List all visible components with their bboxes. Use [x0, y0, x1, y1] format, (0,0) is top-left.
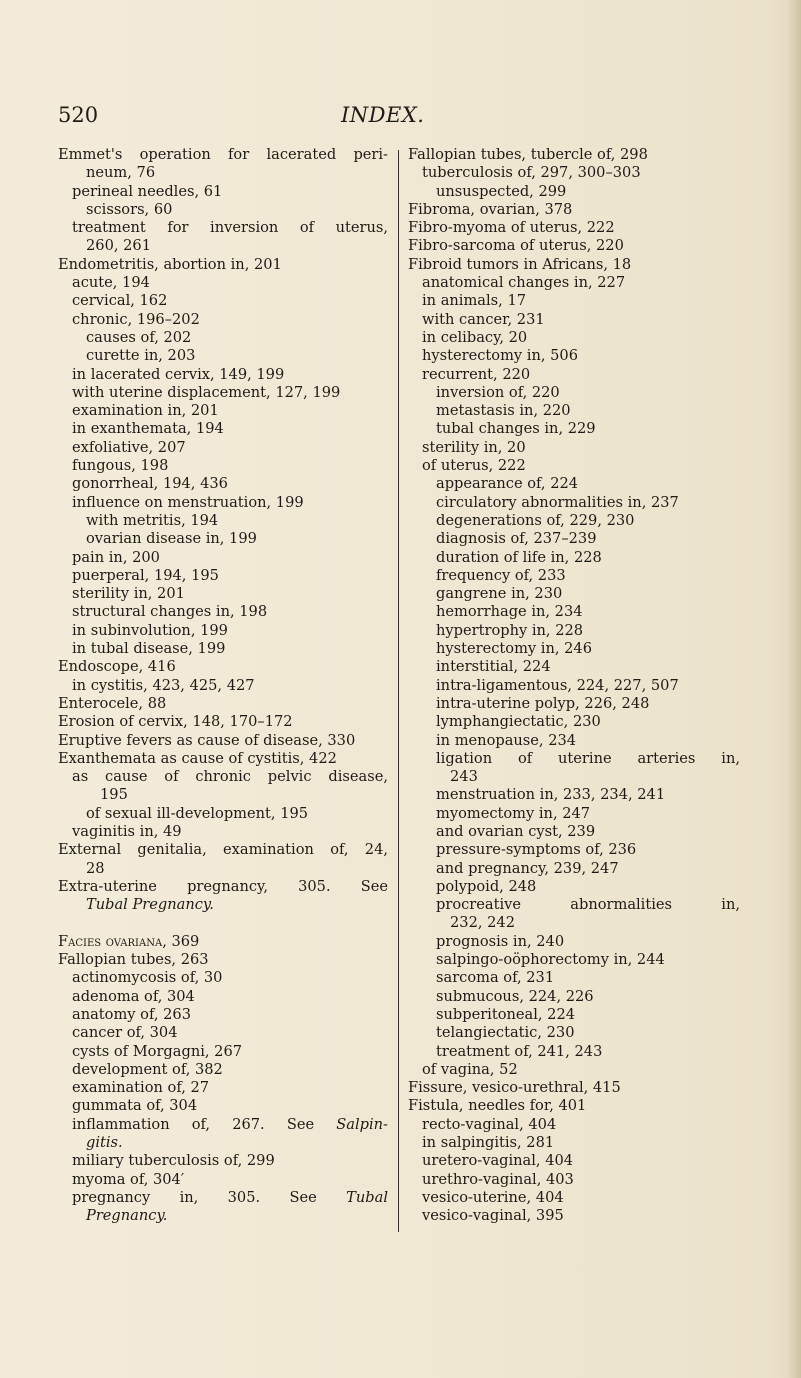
- index-entry: Fibroma, ovarian, 378: [408, 200, 573, 218]
- index-entry: Pregnancy.: [86, 1207, 168, 1225]
- index-entry: Fallopian tubes, tubercle of, 298: [408, 146, 648, 163]
- index-entry: in menopause, 234: [436, 731, 577, 749]
- index-entry: perineal needles, 61: [72, 182, 223, 200]
- index-entry: ligation of uterine arteries in,: [436, 749, 740, 767]
- index-entry: in animals, 17: [422, 292, 527, 310]
- index-entry: with cancer, 231: [422, 310, 545, 328]
- index-entry: interstitial, 224: [436, 658, 551, 676]
- index-entry: salpingo-oöphorectomy in, 244: [436, 951, 665, 969]
- index-entry: gummata of, 304: [72, 1097, 198, 1115]
- index-entry: gangrene in, 230: [436, 585, 563, 603]
- index-entry: lymphangiectatic, 230: [436, 713, 601, 731]
- index-entry: subperitoneal, 224: [436, 1005, 576, 1023]
- index-entry: frequency of, 233: [436, 566, 566, 584]
- index-entry: tubal changes in, 229: [436, 420, 596, 438]
- index-entry: pressure-symptoms of, 236: [436, 841, 637, 859]
- index-entry: [58, 914, 388, 932]
- index-entry: hysterectomy in, 506: [422, 347, 578, 365]
- index-entry: Fissure, vesico-urethral, 415: [408, 1079, 621, 1097]
- index-entry: in exanthemata, 194: [72, 420, 224, 438]
- index-entry: ovarian disease in, 199: [86, 530, 257, 548]
- index-entry: cancer of, 304: [72, 1024, 178, 1042]
- index-entry: miliary tuberculosis of, 299: [72, 1152, 275, 1170]
- index-entry: as cause of chronic pelvic disease,: [72, 768, 388, 786]
- index-entry: with uterine displacement, 127, 199: [72, 383, 341, 401]
- index-entry: in lacerated cervix, 149, 199: [72, 365, 285, 383]
- index-entry: vesico-uterine, 404: [422, 1188, 564, 1206]
- index-entry: 232, 242: [450, 914, 515, 932]
- index-entry: inflammation of, 267. See Salpin-: [72, 1115, 388, 1133]
- index-entry: myomectomy in, 247: [436, 804, 591, 822]
- index-entry: development of, 382: [72, 1060, 223, 1078]
- page-number: 520: [58, 103, 99, 127]
- index-entry: Exanthemata as cause of cystitis, 422: [58, 749, 337, 767]
- page-edge-shadow: [787, 0, 801, 1378]
- index-entry: of uterus, 222: [422, 457, 526, 475]
- index-entry: fungous, 198: [72, 457, 169, 475]
- index-entry: Eruptive fevers as cause of disease, 330: [58, 731, 356, 749]
- index-entry: degenerations of, 229, 230: [436, 511, 635, 529]
- index-entry: Tubal Pregnancy.: [86, 896, 214, 914]
- index-entry: polypoid, 248: [436, 877, 537, 895]
- index-entry: cervical, 162: [72, 292, 168, 310]
- index-entry: examination of, 27: [72, 1079, 210, 1097]
- index-entry: gonorrheal, 194, 436: [72, 475, 228, 493]
- index-entry: in subinvolution, 199: [72, 621, 228, 639]
- column-divider: [398, 150, 399, 1232]
- index-entry: tuberculosis of, 297, 300–303: [422, 164, 641, 182]
- index-entry: hemorrhage in, 234: [436, 603, 583, 621]
- index-entry: in tubal disease, 199: [72, 640, 226, 658]
- index-entry: chronic, 196–202: [72, 310, 200, 328]
- index-entry: telangiectatic, 230: [436, 1024, 575, 1042]
- index-entry: examination in, 201: [72, 402, 219, 420]
- index-entry: in cystitis, 423, 425, 427: [72, 676, 255, 694]
- index-column-left: [58, 146, 388, 1226]
- index-entry: intra-ligamentous, 224, 227, 507: [436, 676, 679, 694]
- index-entry: anatomy of, 263: [72, 1005, 191, 1023]
- index-entry: hysterectomy in, 246: [436, 640, 592, 658]
- index-entry: and pregnancy, 239, 247: [436, 859, 619, 877]
- index-entry: 260, 261: [86, 237, 151, 255]
- index-entry: Erosion of cervix, 148, 170–172: [58, 713, 293, 731]
- index-entry: inversion of, 220: [436, 383, 560, 401]
- index-entry: Facies ovariana, 369: [58, 932, 200, 950]
- index-entry: structural changes in, 198: [72, 603, 268, 621]
- index-entry: unsuspected, 299: [436, 182, 567, 200]
- index-entry: hypertrophy in, 228: [436, 621, 584, 639]
- index-entry: causes of, 202: [86, 328, 192, 346]
- page-header: [58, 103, 458, 133]
- index-entry: recurrent, 220: [422, 365, 531, 383]
- index-entry: intra-uterine polyp, 226, 248: [436, 694, 650, 712]
- index-entry: vesico-vaginal, 395: [422, 1207, 564, 1225]
- index-entry: appearance of, 224: [436, 475, 579, 493]
- index-entry: prognosis in, 240: [436, 932, 565, 950]
- index-entry: myoma of, 304′: [72, 1170, 185, 1188]
- index-entry: recto-vaginal, 404: [422, 1115, 557, 1133]
- index-entry: submucous, 224, 226: [436, 987, 594, 1005]
- index-entry: Fibro-sarcoma of uterus, 220: [408, 237, 624, 255]
- index-entry: Emmet's operation for lacerated peri-: [58, 146, 388, 163]
- index-entry: puerperal, 194, 195: [72, 566, 219, 584]
- index-entry: Endoscope, 416: [58, 658, 176, 676]
- index-column-right: [408, 146, 740, 1226]
- index-entry: procreative abnormalities in,: [436, 896, 740, 914]
- index-entry: curette in, 203: [86, 347, 196, 365]
- index-entry: anatomical changes in, 227: [422, 274, 626, 292]
- index-entry: 243: [450, 768, 478, 786]
- index-entry: 195: [100, 786, 128, 804]
- index-entry: Fallopian tubes, 263: [58, 951, 209, 969]
- index-entry: sterility in, 20: [422, 438, 526, 456]
- page-title: INDEX.: [341, 103, 425, 127]
- index-entry: of sexual ill-development, 195: [86, 804, 309, 822]
- index-entry: and ovarian cyst, 239: [436, 822, 596, 840]
- index-entry: adenoma of, 304: [72, 987, 195, 1005]
- index-entry: in celibacy, 20: [422, 328, 528, 346]
- index-entry: sarcoma of, 231: [436, 969, 555, 987]
- index-entry: acute, 194: [72, 274, 150, 292]
- index-entry: vaginitis in, 49: [72, 822, 182, 840]
- index-entry: External genitalia, examination of, 24,: [58, 841, 388, 859]
- index-entry: duration of life in, 228: [436, 548, 602, 566]
- index-entry: urethro-vaginal, 403: [422, 1170, 574, 1188]
- index-entry: sterility in, 201: [72, 585, 185, 603]
- index-entry: Extra-uterine pregnancy, 305. See: [58, 877, 388, 895]
- index-entry: Endometritis, abortion in, 201: [58, 255, 282, 273]
- index-entry: treatment for inversion of uterus,: [72, 219, 388, 237]
- index-entry: circulatory abnormalities in, 237: [436, 493, 679, 511]
- index-entry: of vagina, 52: [422, 1060, 518, 1078]
- index-entry: diagnosis of, 237–239: [436, 530, 597, 548]
- index-entry: 28: [86, 859, 105, 877]
- index-entry: Enterocele, 88: [58, 694, 167, 712]
- index-entry: with metritis, 194: [86, 511, 219, 529]
- index-entry: pain in, 200: [72, 548, 160, 566]
- index-entry: Fibro-myoma of uterus, 222: [408, 219, 615, 237]
- index-entry: cysts of Morgagni, 267: [72, 1042, 243, 1060]
- index-entry: in salpingitis, 281: [422, 1134, 555, 1152]
- index-entry: actinomycosis of, 30: [72, 969, 223, 987]
- index-entry: influence on menstruation, 199: [72, 493, 304, 511]
- index-entry: menstruation in, 233, 234, 241: [436, 786, 666, 804]
- index-entry: Fistula, needles for, 401: [408, 1097, 587, 1115]
- index-entry: gitis.: [86, 1134, 123, 1152]
- index-entry: metastasis in, 220: [436, 402, 571, 420]
- index-entry: Fibroid tumors in Africans, 18: [408, 255, 632, 273]
- index-entry: neum, 76: [86, 164, 156, 182]
- index-entry: scissors, 60: [86, 200, 173, 218]
- index-entry: pregnancy in, 305. See Tubal: [72, 1188, 388, 1206]
- index-entry: uretero-vaginal, 404: [422, 1152, 574, 1170]
- index-entry: treatment of, 241, 243: [436, 1042, 603, 1060]
- index-entry: exfoliative, 207: [72, 438, 186, 456]
